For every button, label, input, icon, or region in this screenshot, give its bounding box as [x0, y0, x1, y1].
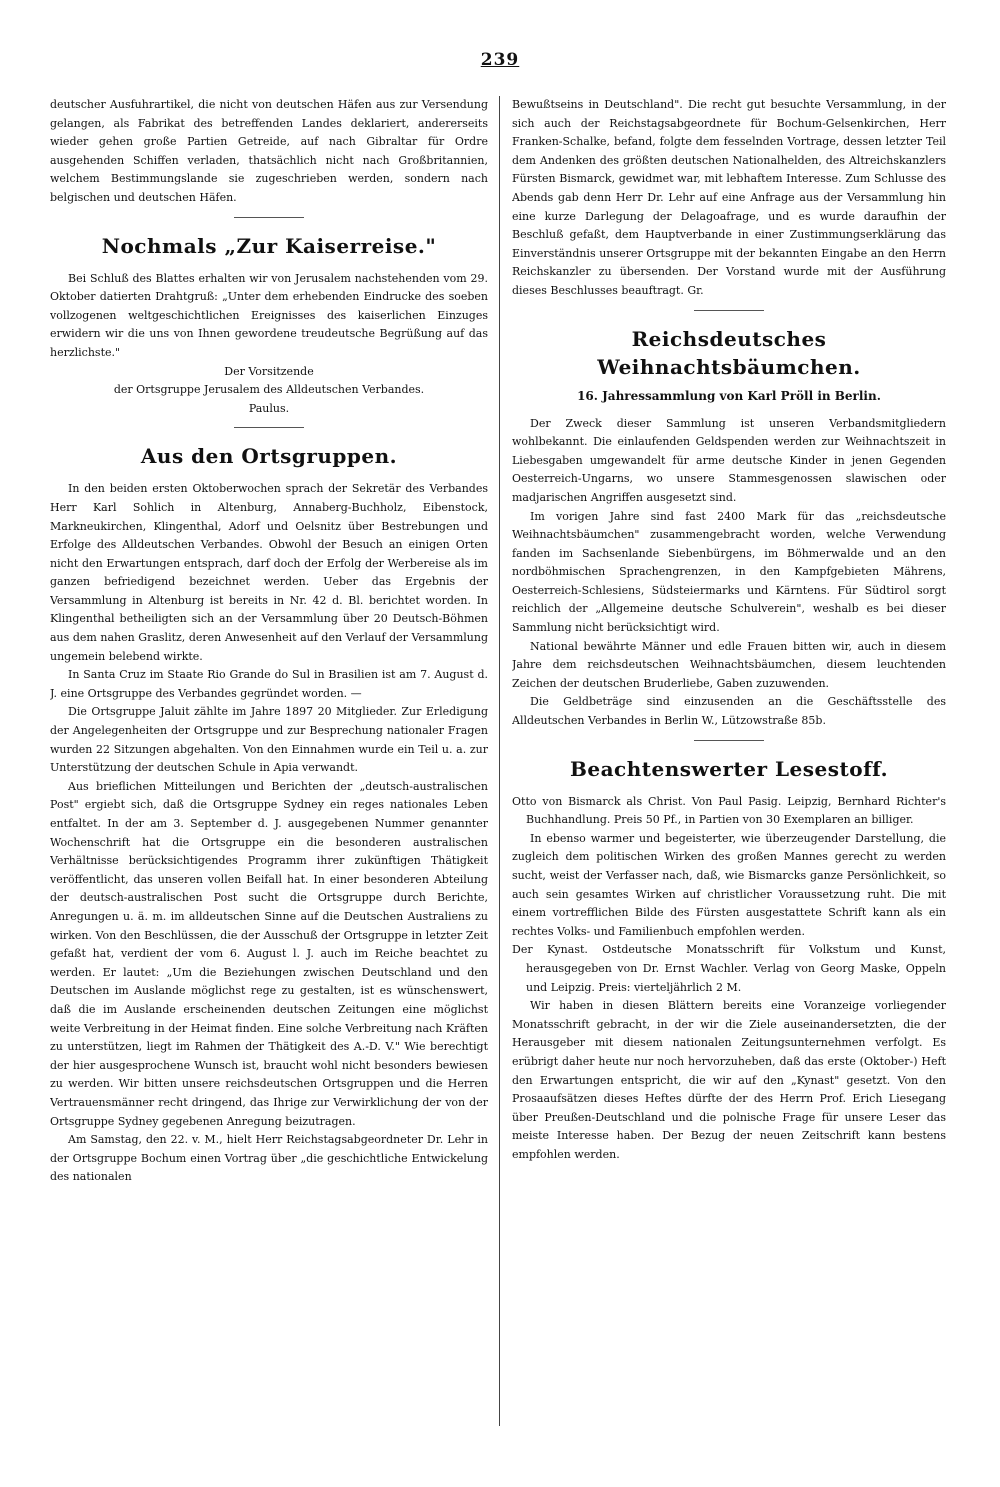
- weihnacht-paragraph-3: National bewährte Männer und edle Frauen bitten wir, auch in diesem Jahre dem reichsdeutschen Weihnachtsbäumchen, diesem leuchtenden Zeichen der deutschen Bruderliebe, Gaben zuzuwenden.: [512, 639, 946, 690]
- weihnacht-paragraph-1: Der Zweck dieser Sammlung ist unseren Verbandsmitgliedern wohlbekannt. Die einlaufenden Geldspenden werden zur Weihnachtszeit in Liebesgaben umgewandelt für arme deutsche Kinder in jenen Gegenden Oesterreich-Ungarns, wo unsere Stammesgenossen slawischen oder madjarischen Angriffen ausgesetzt sind.: [512, 416, 946, 504]
- book-review-kynast: Wir haben in diesen Blättern bereits eine Voranzeige vorliegender Monatsschrift gebracht, in der wir die Ziele auseinandersetzten, die der Herausgeber mit diesem nationalen Zeitungsunternehmen verfolgt. Es erübrigt daher heute nur noch hervorzuheben, daß das erste (Oktober-) Heft den Erwartungen entspricht, die wir auf den „Kynast" gesetzt. Von den Prosaaufsätzen dieses Heftes dürfte der des Herrn Prof. Erich Liesegang über Preußen-Deutschland und die polnische Frage für unsere Leser das meiste Interesse haben. Der Bezug der neuen Zeitschrift kann bestens empfohlen werden.: [512, 999, 946, 1161]
- ortsgruppen-paragraph-2: In Santa Cruz im Staate Rio Grande do Sul in Brasilien ist am 7. August d. J. eine Ortsgruppe des Verbandes gegründet worden. —: [50, 668, 488, 700]
- ortsgruppen-paragraph-5: Am Samstag, den 22. v. M., hielt Herr Reichstagsabgeordneter Dr. Lehr in der Ortsgruppe Bochum einen Vortrag über „die geschichtliche Entwickelung des nationalen: [50, 1133, 488, 1184]
- section-rule: [694, 740, 764, 741]
- signature-line-2: der Ortsgruppe Jerusalem des Alldeutschen Verbandes.: [113, 383, 425, 397]
- continuation-paragraph: Bewußtseins in Deutschland". Die recht gut besuchte Versammlung, in der sich auch der Reichstagsabgeordnete für Bochum-Gelsenkirchen, Herr Franken-Schalke, befand, folgte dem fesselnden Vortrage, dessen letzter Teil dem Andenken des größten deutschen Nationalhelden, des Altreichskanzlers Fürsten Bismarck, gewidmet war, mit lebhaftem Interesse. Zum Schlusse des Abends gab denn Herr Dr. Lehr auf eine Anfrage aus der Versammlung hin eine kurze Darlegung der Delagoafrage, und es wurde daraufhin der Beschluß gefaßt, dem Hauptverbande in einer Zustimmungserklärung das Einverständnis unserer Ortsgruppe mit der bekannten Eingabe an den Herrn Reichskanzler zu übersenden. Der Vorstand wurde mit der Ausführung dieses Beschlusses beauftragt. Gr.: [512, 98, 946, 297]
- column-divider: [499, 96, 500, 1426]
- heading-weihnachtsbaeumchen: Reichsdeutsches Weihnachtsbäumchen.: [597, 326, 861, 379]
- signature-line-1: Der Vorsitzende: [224, 364, 314, 378]
- heading-kaiserreise: Nochmals „Zur Kaiserreise.": [101, 233, 437, 258]
- section-rule: [694, 310, 764, 311]
- book-entry-kynast: Der Kynast. Ostdeutsche Monatsschrift für Volkstum und Kunst, herausgegeben von Dr. Ernst Wachler. Verlag von Georg Maske, Oppeln und Leipzig. Preis: vierteljährlich 2 M.: [512, 943, 946, 994]
- intro-paragraph: deutscher Ausfuhrartikel, die nicht von deutschen Häfen aus zur Versendung gelangen, als Fabrikat des betreffenden Landes deklariert, andererseits wieder gehen große Partien Getreide, auf nach Gibraltar für Ordre ausgehenden Schiffen verladen, thatsächlich nicht nach Großbritannien, welchem Bestimmungslande sie zugeschrieben werden, sondern nach belgischen und deutschen Häfen.: [50, 98, 488, 204]
- page-number: 239: [480, 50, 520, 70]
- ortsgruppen-paragraph-1: In den beiden ersten Oktoberwochen sprach der Sekretär des Verbandes Herr Karl Sohlich in Altenburg, Annaberg-Buchholz, Eibenstock, Markneukirchen, Klingenthal, Adorf und Oelsnitz über Bestrebungen und Erfolge des Alldeutschen Verbandes. Obwohl der Besuch an einigen Orten nicht den Erwartungen entsprach, darf doch der Erfolg der Werbereise als im ganzen befriedigend bezeichnet werden. Ueber das Ergebnis der Versammlung in Altenburg ist bereits in Nr. 42 d. Bl. berichtet worden. In Klingenthal betheiligten sich an der Versammlung über 20 Deutsch-Böhmen aus dem nahen Graslitz, deren Anwesenheit auf den Verlauf der Versammlung ungemein belebend wirkte.: [50, 482, 488, 663]
- signature-line-3: Paulus.: [248, 401, 290, 415]
- weihnacht-paragraph-2: Im vorigen Jahre sind fast 2400 Mark für das „reichsdeutsche Weihnachtsbäumchen" zusammengebracht worden, welche Verwendung fanden im Sachsenlande Siebenbürgens, im Böhmerwalde und an den nordböhmischen Sprachengrenzen, in den Kampfgebieten Mährens, Oesterreich-Schlesiens, Südsteiermarks und Kärntens. Für Südtirol sorgt reichlich der „Allgemeine deutsche Schulverein", weshalb es bei dieser Sammlung nicht berücksichtigt wird.: [512, 509, 946, 635]
- right-column: [512, 96, 946, 1427]
- ortsgruppen-paragraph-4: Aus brieflichen Mitteilungen und Berichten der „deutsch-australischen Post" ergiebt sich, daß die Ortsgruppe Sydney ein reges nationales Leben entfaltet. In der am 3. September d. J. ausgegebenen Nummer genannter Wochenschrift hat die Ortsgruppe ein die besonderen australischen Verhältnisse berücksichtigendes Programm ihrer zukünftigen Thätigkeit veröffentlicht, das unseren vollen Beifall hat. In einer besonderen Abteilung der deutsch-australischen Post sucht die Ortsgruppe durch Berichte, Anregungen u. ä. m. im alldeutschen Sinne auf die Deutschen Australiens zu wirken. Von den Beschlüssen, die der Ausschuß der Ortsgruppe in letzter Zeit gefaßt hat, verdient der vom 6. August l. J. auch im Reiche beachtet zu werden. Er lautet: „Um die Beziehungen zwischen Deutschland und den Deutschen im Auslande möglichst rege zu gestalten, ist es wünschenswert, daß die im Auslande erscheinenden deutschen Zeitungen eine möglichst weite Verbreitung in der Heimat finden. Eine solche Verbreitung nach Kräften zu unterstützen, liegt im Rahmen der Thätigkeit des A.-D. V." Wie berechtigt der hier ausgesprochene Wunsch ist, braucht wohl nicht besonders bewiesen zu werden. Wir bitten unsere reichsdeutschen Ortsgruppen und die Herren Vertrauensmänner recht dringend, das Ihrige zur Verwirklichung der von der Ortsgruppe Sydney gegebenen Anregung beizutragen.: [50, 779, 488, 1128]
- kaiserreise-paragraph: Bei Schluß des Blattes erhalten wir von Jerusalem nachstehenden vom 29. Oktober datierten Drahtgruß: „Unter dem erhebenden Eindrucke des soeben vollzogenen weltgeschichtlichen Ereignisses des kaiserlichen Einzuges erwidern wir die uns von Ihnen gewordene treudeutsche Begrüßung auf das herzlichste.": [50, 271, 488, 359]
- ortsgruppen-paragraph-3: Die Ortsgruppe Jaluit zählte im Jahre 1897 20 Mitglieder. Zur Erledigung der Angelegenheiten der Ortsgruppe und zur Besprechung nationaler Fragen wurden 22 Sitzungen abgehalten. Von den Einnahmen wurde ein Teil u. a. zur Unterstützung der deutschen Schule in Apia verwandt.: [50, 705, 488, 775]
- book-review-bismarck: In ebenso warmer und begeisterter, wie überzeugender Darstellung, die zugleich dem politischen Wirken des großen Mannes gerecht zu werden sucht, weist der Verfasser nach, daß, wie Bismarcks ganze Persönlichkeit, so auch sein gesamtes Wirken auf christlicher Voraussetzung ruht. Die mit einem vortrefflichen Bilde des Fürsten ausgestattete Schrift kann als ein rechtes Volks- und Familienbuch empfohlen werden.: [512, 831, 946, 938]
- section-rule: [234, 427, 304, 428]
- left-column: [50, 96, 488, 1427]
- heading-lesestoff: Beachtenswerter Lesestoff.: [569, 756, 889, 781]
- book-entry-bismarck: Otto von Bismarck als Christ. Von Paul Pasig. Leipzig, Bernhard Richter's Buchhandlung. Preis 50 Pf., in Partien von 30 Exemplaren an billiger.: [512, 794, 946, 827]
- heading-ortsgruppen: Aus den Ortsgruppen.: [140, 444, 398, 469]
- weihnacht-paragraph-4: Die Geldbeträge sind einzusenden an die Geschäftsstelle des Alldeutschen Verbandes in Berlin W., Lützowstraße 85b.: [512, 695, 946, 728]
- section-rule: [234, 217, 304, 218]
- subheading-jahressammlung: 16. Jahressammlung von Karl Pröll in Berlin.: [577, 388, 881, 403]
